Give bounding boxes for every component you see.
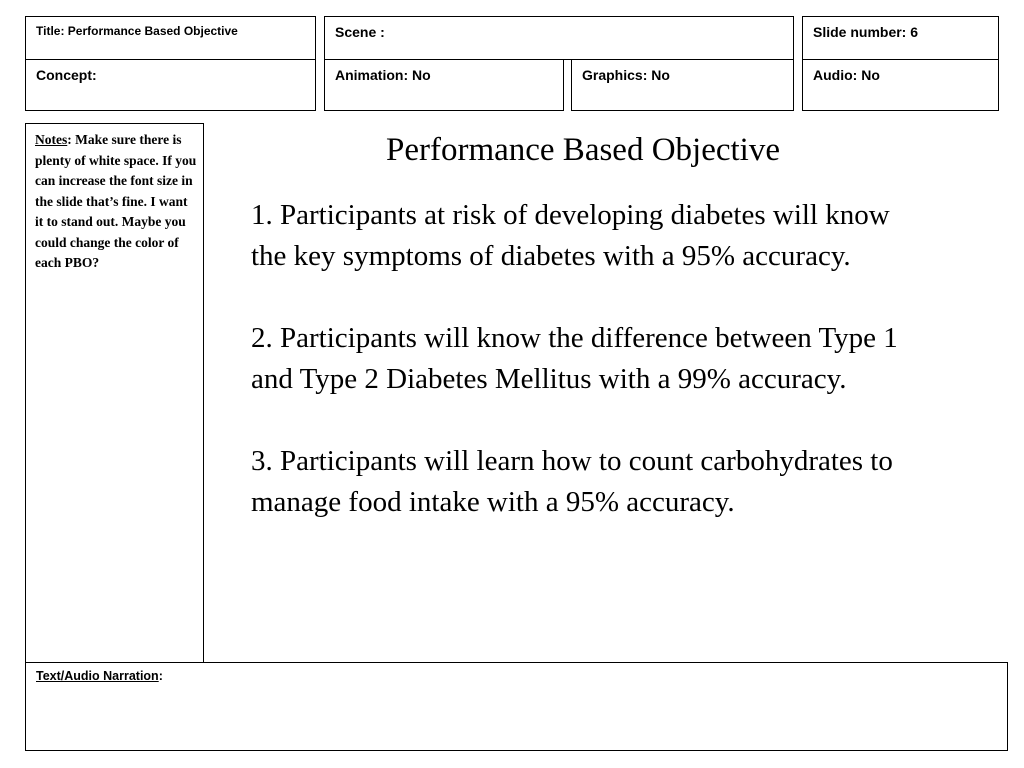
graphics-label: Graphics: No	[582, 67, 670, 83]
concept-label: Concept:	[36, 67, 97, 83]
audio-label: Audio: No	[813, 67, 880, 83]
title-cell	[25, 16, 316, 60]
narration-label: Text/Audio Narration	[36, 669, 159, 683]
slide-title: Performance Based Objective	[385, 132, 780, 168]
notes-panel	[25, 123, 204, 678]
objective-3: 3. Participants will learn how to count carbohydrates to manage food intake with a 95% accuracy.	[251, 445, 893, 518]
slide-number-cell	[802, 16, 999, 60]
graphics-cell	[571, 59, 794, 111]
audio-cell	[802, 59, 999, 111]
objective-1: 1. Participants at risk of developing diabetes will know the key symptoms of diabetes with a 95% accuracy.	[251, 199, 890, 272]
concept-cell	[25, 59, 316, 111]
narration-panel	[25, 662, 1008, 751]
slide-number-label: Slide number: 6	[813, 24, 919, 40]
objective-2: 2. Participants will know the difference between Type 1 and Type 2 Diabetes Mellitus with a 99% accuracy.	[251, 322, 898, 395]
scene-label: Scene :	[335, 24, 385, 40]
objectives-list	[251, 195, 921, 523]
notes-label: Notes	[35, 132, 68, 147]
scene-cell	[324, 16, 794, 60]
title-label: Title: Performance Based Objective	[36, 24, 238, 38]
animation-label: Animation: No	[335, 67, 431, 83]
notes-text: : Make sure there is plenty of white space. If you can increase the font size in the slide that’s fine. I want it to stand out. Maybe you could change the color of each PBO?	[35, 132, 197, 270]
animation-cell	[324, 59, 564, 111]
narration-suffix: :	[158, 669, 163, 683]
